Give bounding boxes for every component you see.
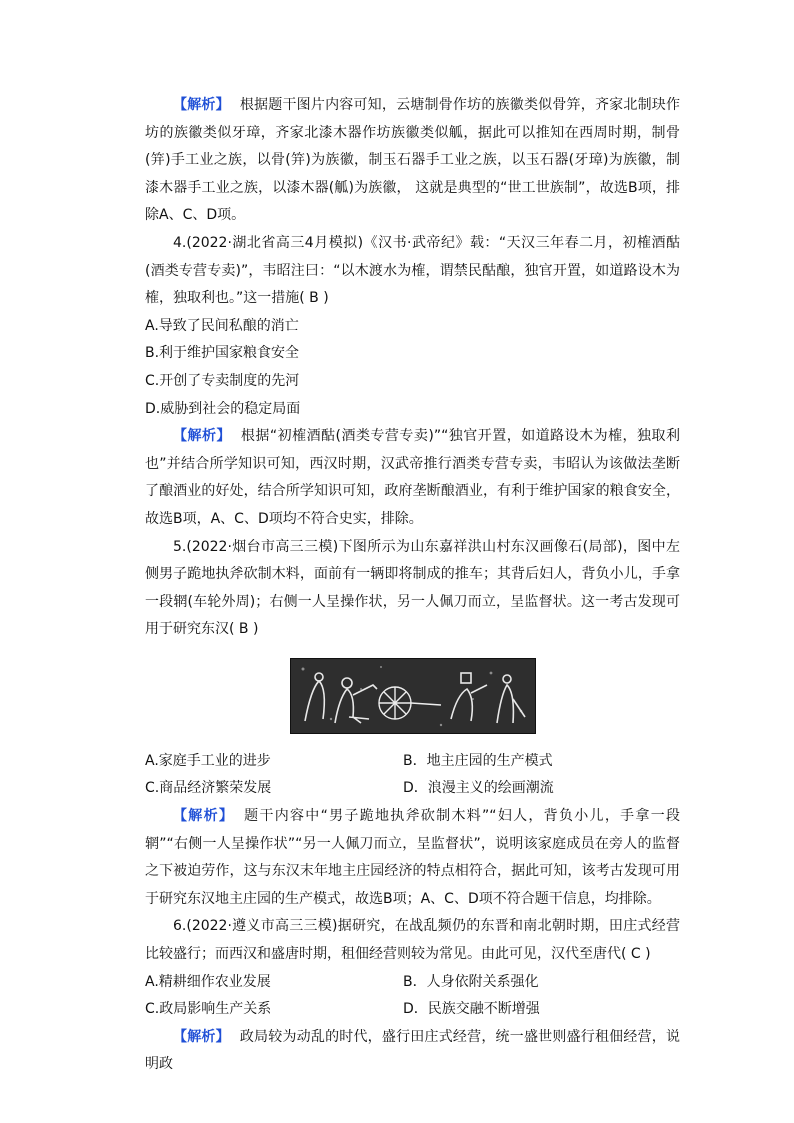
q5-option-a: A.家庭手工业的进步 xyxy=(145,752,271,769)
q6-options-row-2 xyxy=(145,996,680,1024)
q5-options-row-2 xyxy=(145,775,680,803)
q5-option-b: B．地主庄园的生产模式 xyxy=(403,752,553,769)
q6-option-a: A.精耕细作农业发展 xyxy=(145,973,271,990)
q5-options-row-1 xyxy=(145,748,680,776)
q4-option-d: D.威胁到社会的稳定局面 xyxy=(145,400,301,417)
han-stone-relief-image xyxy=(290,658,536,734)
q4-option-a: A.导致了民间私酿的消亡 xyxy=(145,317,299,334)
q6-option-d: D．民族交融不断增强 xyxy=(403,1001,540,1018)
analysis-text: 根据“初榷酒酤(酒类专营专卖)”“独官开置，如道路设木为榷，独取利也”并结合所学知识可知，西汉时期，汉武帝推行酒类专营专卖，韦昭认为该做法垄断了酿酒业的好处，结合所学知识可知，政府垄断酿酒业，有利于维护国家的粮食安全，故选B项，A、C、D项均不符合史实，排除。 xyxy=(145,428,680,527)
q6-stem: 6.(2022·遵义市高三三模)据研究，在战乱频仍的东晋和南北朝时期，田庄式经营比较盛行；而西汉和盛唐时期，租佃经营则较为常见。由此可见，汉代至唐代( C ) xyxy=(145,918,680,963)
q6-option-b: B．人身依附关系强化 xyxy=(403,973,539,990)
q6-options-row-1 xyxy=(145,969,680,997)
analysis-text: 政局较为动乱的时代，盛行田庄式经营，统一盛世则盛行租佃经营，说明政 xyxy=(145,1028,681,1073)
analysis-tag: 【解析】 xyxy=(173,97,230,113)
relief-drawing xyxy=(291,659,535,733)
q5-analysis xyxy=(145,803,680,913)
analysis-text: 题干内容中“男子跪地执斧砍制木料”“妇人，背负小儿，手拿一段辋”“右侧一人呈操作状”“另一人佩刀而立，呈监督状”，说明该家庭成员在旁人的监督之下被迫劳作，这与东汉末年地主庄园经济的特点相符合，据此可知，该考古发现可用于研究东汉地主庄园的生产模式，故选B项；A、C、D项不符合题干信息，均排除。 xyxy=(145,808,680,907)
analysis-text: 根据题干图片内容可知，云塘制骨作坊的族徽类似骨笄，齐家北制玦作坊的族徽类似牙璋，齐家北漆木器作坊族徽类似觚，据此可以推知在西周时期，制骨(笄)手工业之族，以骨(笄)为族徽，制玉石器手工业之族，以玉石器(牙璋)为族徽，制漆木器手工业之族，以漆木器(觚)为族徽， 这就是典型的“世工世族制”，故选B项，排除A、C、D项。 xyxy=(145,97,681,224)
document-page xyxy=(145,92,680,1079)
q4-option-c: C.开创了专卖制度的先河 xyxy=(145,372,300,389)
analysis-tag: 【解析】 xyxy=(173,428,231,445)
q4-analysis xyxy=(145,423,680,533)
figure-container xyxy=(145,658,680,734)
q4-option-b: B.利于维护国家粮食安全 xyxy=(145,345,300,362)
q6-option-c: C.政局影响生产关系 xyxy=(145,1001,272,1018)
analysis-tag: 【解析】 xyxy=(173,1028,230,1045)
q4-stem: 4.(2022·湖北省高三4月模拟)《汉书·武帝纪》载：“天汉三年春二月，初榷酒酤(酒类专营专卖)”，韦昭注曰：“以木渡水为榷，谓禁民酤酿，独官开置，如道路设木为榷，独取利也。”这一措施( B ) xyxy=(145,234,680,307)
q3-analysis xyxy=(145,92,680,230)
q5-option-d: D．浪漫主义的绘画潮流 xyxy=(403,780,554,797)
analysis-tag: 【解析】 xyxy=(173,808,235,825)
q5-stem: 5.(2022·烟台市高三三模)下图所示为山东嘉祥洪山村东汉画像石(局部)，图中左侧男子跪地执斧砍制木料，面前有一辆即将制成的推车；其背后妇人，背负小儿，手拿一段辋(车轮外周)；右侧一人呈操作状，另一人佩刀而立，呈监督状。这一考古发现可用于研究东汉( B ) xyxy=(145,538,680,638)
q6-analysis xyxy=(145,1024,680,1079)
q5-option-c: C.商品经济繁荣发展 xyxy=(145,780,272,797)
